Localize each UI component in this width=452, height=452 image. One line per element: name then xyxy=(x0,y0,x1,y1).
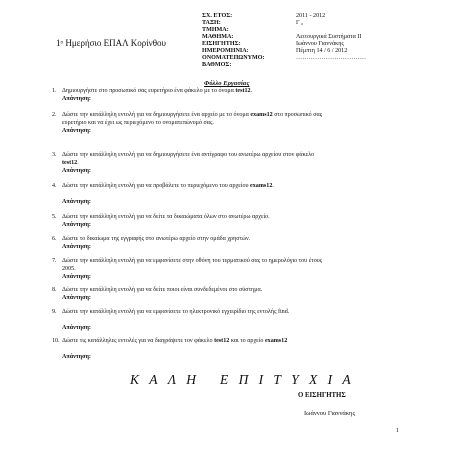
question-text: . xyxy=(250,88,253,94)
question-text: Δώστε τις κατάλληλες εντολές για να διαγράψετε τον φάκελο xyxy=(62,338,215,344)
question-number: 4. xyxy=(52,183,57,189)
question-text: . xyxy=(77,159,79,166)
name-dots: …………………………… xyxy=(296,55,367,61)
question-text: . xyxy=(272,183,274,189)
field-label-year: ΣΧ. ΕΤΟΣ: xyxy=(202,13,233,19)
question-number: 2. xyxy=(52,112,57,118)
question-text: Δώστε την κατάλληλη εντολή για να προβάλετε το περιεχόμενο του αρχείου xyxy=(62,183,251,189)
question-text: Δώστε το δικαίωμα της εγγραφής στο ανωτέρω αρχείο στην ομάδα χρηστών. xyxy=(62,236,251,242)
question-number: 9. xyxy=(52,309,57,315)
answer-label: Απάντηση: xyxy=(62,244,91,250)
field-value-date: Πέμπτη 14 / 6 / 2012 xyxy=(296,48,348,54)
question-10 xyxy=(52,338,324,360)
question-number: 8. xyxy=(52,287,57,293)
teacher-signature: Ιωάννου Γιαννάκης xyxy=(304,410,356,417)
teacher-role: Ο ΕΙΣΗΓΗΤΗΣ xyxy=(298,392,346,399)
question-text: Δώστε την κατάλληλη εντολή για να εμφανίσετε το ηλεκτρονικό εγχειρίδιο της εντολής find. xyxy=(62,309,290,315)
question-bold: exams12 xyxy=(250,112,273,118)
answer-label: Απάντηση: xyxy=(62,354,91,360)
question-number: 6. xyxy=(52,236,57,242)
question-number: 3. xyxy=(52,152,57,158)
question-1 xyxy=(52,88,324,102)
question-text: Δώστε την κατάλληλη εντολή για να εμφανίσετε στην οθόνη του τερματικού σας το ημερολόγιο του έτους 2005. xyxy=(62,258,323,272)
question-text: και το αρχείο xyxy=(229,338,265,344)
answer-label: Απάντηση: xyxy=(62,325,91,331)
field-label-class: ΤΑΞΗ: xyxy=(202,20,221,26)
question-number: 5. xyxy=(52,214,57,220)
answer-label: Απάντηση: xyxy=(62,222,91,228)
question-bold: test12 xyxy=(235,88,251,94)
answer-label: Απάντηση: xyxy=(62,128,91,134)
field-label-course: ΜΑΘΗΜΑ: xyxy=(202,34,234,40)
question-6 xyxy=(52,236,324,250)
answer-label: Απάντηση: xyxy=(62,274,91,280)
field-value-teacher: Ιωάννου Γιαννάκης xyxy=(296,41,344,47)
question-8 xyxy=(52,287,324,301)
field-label-name: ΟΝΟΜΑΤΕΠΩΝΥΜΟ: xyxy=(202,55,265,61)
page-number: 1 xyxy=(396,428,399,434)
question-7 xyxy=(52,258,324,280)
question-3 xyxy=(52,152,324,174)
question-text: Δημιουργήστε στο προσωπικό σας ευρετήριο ένα φάκελο με το όνομα xyxy=(62,88,236,94)
question-text: Δώστε την κατάλληλη εντολή για να δείτε τα δικαιώματα όλων στο ανωτέρω αρχείο. xyxy=(62,214,270,220)
answer-label: Απάντηση: xyxy=(62,199,91,205)
school-name: 1ᵒ Ημερήσιο ΕΠΑΛ Κορίνθου xyxy=(56,38,166,48)
question-bold: exams12 xyxy=(264,338,288,344)
field-label-grade: ΒΑΘΜΟΣ: xyxy=(202,62,232,68)
question-text: Δώστε την κατάλληλη εντολή για να δημιουργήσετε ένα αρχείο με το όνομα xyxy=(62,112,251,118)
closing-wish: ΚΑΛΗ ΕΠΙΤΥΧΙΑ xyxy=(130,372,361,387)
question-bold: exams12 xyxy=(250,183,273,189)
question-bold: test12 xyxy=(214,338,230,344)
question-2 xyxy=(52,112,324,134)
sheet-title: Φύλλο Εργασίας xyxy=(204,80,250,87)
field-label-teacher: ΕΙΣΗΓΗΤΗΣ: xyxy=(202,41,241,47)
field-value-year: 2011 - 2012 xyxy=(296,13,326,19)
question-number: 10. xyxy=(52,338,60,344)
question-number: 7. xyxy=(52,258,57,264)
field-value-class: Γ ₀ xyxy=(296,20,304,26)
answer-label: Απάντηση: xyxy=(62,168,91,174)
field-label-date: ΗΜΕΡΟΜΗΝΙΑ: xyxy=(202,48,249,54)
question-text: Δώστε την κατάλληλη εντολή για να δημιουργήσετε ένα αντίγραφο του ανωτέρω αρχείου στον φάκελο xyxy=(62,152,315,158)
question-text: στο προσωπικό σας ευρετήριο και να έχει ως περιεχόμενο το ονοματεπώνυμό σας. xyxy=(62,112,323,126)
answer-label: Απάντηση: xyxy=(62,295,91,301)
answer-label: Απάντηση: xyxy=(62,96,91,102)
field-value-course: Λειτουργικά Συστήματα ΙΙ xyxy=(296,34,362,40)
field-label-section: ΤΜΗΜΑ: xyxy=(202,27,229,33)
question-number: 1. xyxy=(52,88,57,94)
question-5 xyxy=(52,214,324,228)
question-4 xyxy=(52,183,324,205)
question-bold: test12 xyxy=(62,159,78,166)
question-9 xyxy=(52,309,324,331)
question-text: Δώστε την κατάλληλη εντολή για να δείτε ποιοι είναι συνδεδεμένοι στο σύστημα. xyxy=(62,287,263,293)
